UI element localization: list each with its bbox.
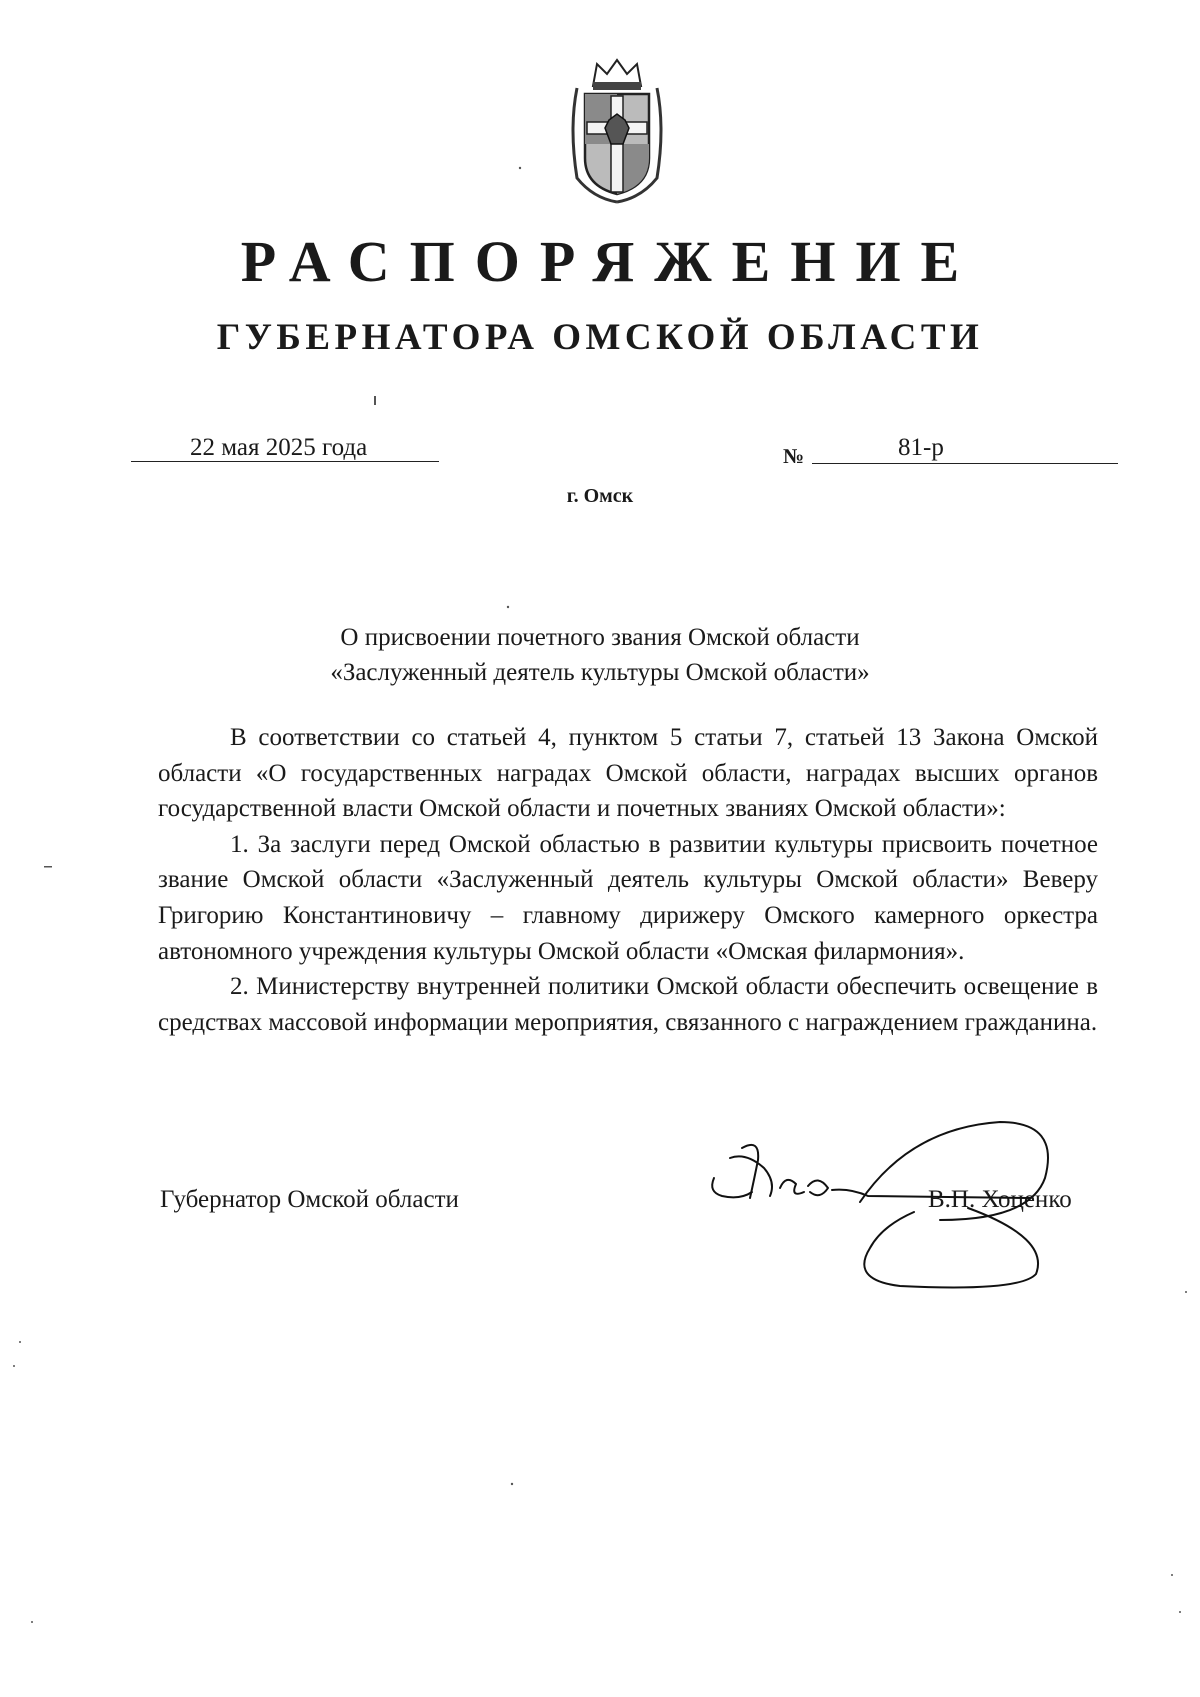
signatory-name: В.П. Хоценко bbox=[928, 1186, 1072, 1213]
paragraph-preamble: В соответствии со статьей 4, пунктом 5 статьи 7, статьей 13 Закона Омской области «О государственных наградах Омской области, наградах высших органов государственной власти Омской области и почетных званиях Омской области»: bbox=[158, 724, 1098, 823]
document-city: г. Омск bbox=[566, 485, 634, 507]
paragraph-item-1: 1. За заслуги перед Омской областью в развитии культуры присвоить почетное звание Омской области «Заслуженный деятель культуры Омской области» Веверу Григорию Константиновичу – главному дирижеру Омского камерного оркестра автономного учреждения культуры Омской области «Омская филармония». bbox=[158, 830, 1098, 965]
signatory-position: Губернатор Омской области bbox=[160, 1186, 459, 1213]
number-sign: № bbox=[783, 444, 805, 468]
document-title: РАСПОРЯЖЕНИЕ bbox=[240, 229, 980, 294]
subject-line-2: «Заслуженный деятель культуры Омской области» bbox=[330, 659, 870, 686]
document-date: 22 мая 2025 года bbox=[190, 434, 368, 461]
subject-line-1: О присвоении почетного звания Омской области bbox=[340, 624, 860, 651]
document-number: 81-р bbox=[898, 434, 944, 461]
document-subtitle: ГУБЕРНАТОРА ОМСКОЙ ОБЛАСТИ bbox=[216, 317, 984, 358]
paragraph-item-2: 2. Министерству внутренней политики Омской области обеспечить освещение в средствах массовой информации мероприятия, связанного с награждением гражданина. bbox=[158, 973, 1098, 1036]
